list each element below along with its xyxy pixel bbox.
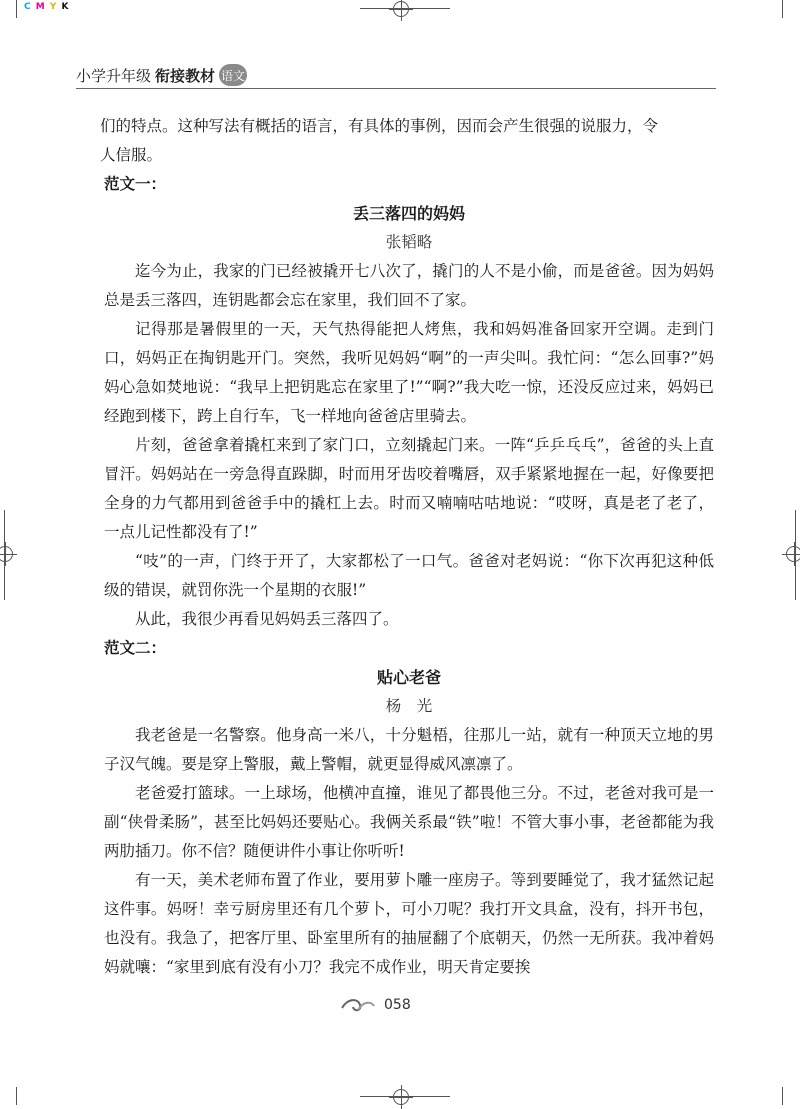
essay-2-paragraph: 老爸爱打篮球。一上球场，他横冲直撞，谁见了都畏他三分。不过，老爸对我可是一副“侠骨柔肠”，甚至比妈妈还要贴心。我俩关系最“铁”啦！不管大事小事，老爸都能为我两肋插刀。你不信？随便讲件小事让你听听! — [104, 784, 714, 860]
intro-line-1: 们的特点。这种写法有概括的语言，有具体的事例，因而会产生很强的说服力，令 — [100, 117, 659, 135]
registration-mark-bottom-icon — [393, 1089, 409, 1105]
page-number: 058 — [384, 997, 411, 1013]
intro-text — [100, 112, 714, 170]
essay-1-paragraph: 记得那是暑假里的一天，天气热得能把人烤焦，我和妈妈准备回家开空调。走到门口，妈妈正在掏钥匙开门。突然，我听见妈妈“啊”的一声尖叫。我忙问：“怎么回事?”妈妈心急如焚地说：“我早上把钥匙忘在家里了!”“啊?”我大吃一惊，还没反应过来，妈妈已经跑到楼下，跨上自行车，飞一样地向爸爸店里骑去。 — [104, 320, 714, 425]
crop-mark-top-left — [16, 0, 17, 18]
essay-1-title: 丢三落四的妈妈 — [352, 204, 465, 223]
book-title: 衔接教材 — [155, 66, 216, 85]
registration-mark-right-icon — [786, 546, 800, 562]
essay-2-paragraph: 我老爸是一名警察。他身高一米八，十分魁梧，往那儿一站，就有一种顶天立地的男子汉气魄。要是穿上警服，戴上警帽，就更显得威风凛凛了。 — [104, 726, 714, 773]
essay-1-author: 张韬略 — [385, 233, 433, 251]
registration-mark-top-icon — [393, 1, 409, 17]
swirl-ornament-icon — [340, 996, 376, 1014]
crop-mark-top-right — [782, 0, 783, 18]
intro-line-2: 人信服。 — [100, 146, 163, 164]
page-body — [100, 112, 714, 982]
essay-2-author: 杨 光 — [385, 697, 433, 715]
cmyk-c: C — [24, 2, 32, 12]
crop-mark-bottom-left — [16, 1087, 17, 1105]
essay-2-paragraph: 有一天，美术老师布置了作业，要用萝卜雕一座房子。等到要睡觉了，我才猛然记起这件事。妈呀！幸亏厨房里还有几个萝卜，可小刀呢？我打开文具盒，没有，抖开书包，也没有。我急了，把客厅里、卧室里所有的抽屉翻了个底朝天，仍然一无所获。我冲着妈妈就嚷：“家里到底有没有小刀？我完不成作业，明天肯定要挨 — [104, 871, 714, 976]
essay-1-paragraph: “吱”的一声，门终于开了，大家都松了一口气。爸爸对老妈说：“你下次再犯这种低级的错误，就罚你洗一个星期的衣服!” — [104, 552, 714, 599]
header-rule — [76, 88, 716, 89]
registration-mark-left-icon — [0, 546, 13, 562]
page-footer — [340, 996, 411, 1014]
crop-mark-bottom-right — [782, 1087, 783, 1105]
essay-1-paragraph: 从此，我很少再看见妈妈丢三落四了。 — [135, 610, 399, 628]
cmyk-k: K — [61, 2, 70, 12]
cmyk-y: Y — [49, 2, 58, 12]
subject-badge: 语文 — [219, 64, 247, 86]
essay-2-title: 贴心老爸 — [376, 668, 441, 687]
running-head — [76, 64, 247, 86]
cmyk-color-bar — [24, 2, 70, 12]
sample-1-label: 范文一： — [104, 175, 167, 193]
cmyk-m: M — [35, 2, 46, 12]
series-name: 小学升年级 — [76, 66, 152, 85]
sample-2-label: 范文二： — [104, 639, 167, 657]
essay-1-paragraph: 片刻，爸爸拿着撬杠来到了家门口，立刻撬起门来。一阵“乒乒乓乓”，爸爸的头上直冒汗。妈妈站在一旁急得直跺脚，时而用牙齿咬着嘴唇，双手紧紧地握在一起，好像要把全身的力气都用到爸爸手中的撬杠上去。时而又喃喃咕咕地说：“哎呀，真是老了老了，一点儿记性都没有了!” — [104, 436, 714, 541]
essay-1-paragraph: 迄今为止，我家的门已经被撬开七八次了，撬门的人不是小偷，而是爸爸。因为妈妈总是丢三落四，连钥匙都会忘在家里，我们回不了家。 — [104, 262, 714, 309]
